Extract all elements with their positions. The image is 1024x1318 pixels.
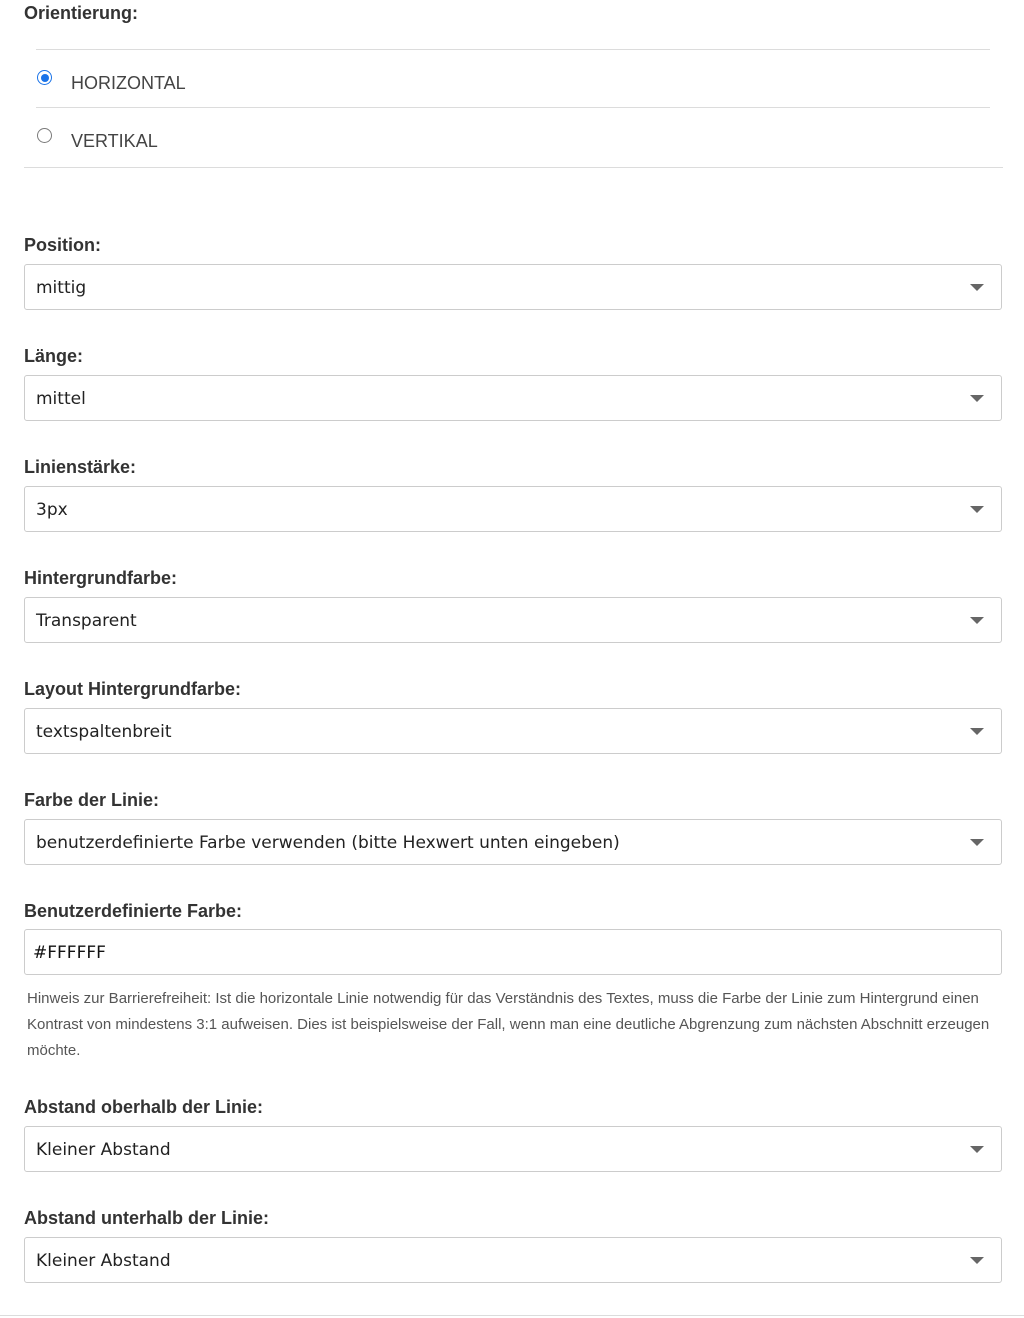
position-label: Position: — [24, 235, 101, 255]
radio-option-horizontal[interactable] — [36, 49, 990, 108]
length-select-value: mittel — [36, 389, 86, 409]
accessibility-hint: Hinweis zur Barrierefreiheit: Ist die horizontale Linie notwendig für das Verständnis des Textes, muss die Farbe der Linie zum Hintergrund einen Kontrast von mindestens 3:1 aufweisen. Dies ist beispielsweise der Fall, wenn man eine deutliche Abgrenzung zum nächsten Abschnitt erzeugen möchte. — [27, 990, 990, 1059]
bottom-divider — [0, 1315, 1024, 1316]
background-layout-label: Layout Hintergrundfarbe: — [24, 679, 242, 699]
spacing-below-select[interactable] — [24, 1237, 1002, 1283]
caret-down-icon — [970, 395, 984, 402]
orientation-label: Orientierung: — [24, 3, 139, 23]
line-color-select[interactable] — [24, 819, 1002, 865]
line-width-label: Linienstärke: — [24, 457, 137, 477]
caret-down-icon — [970, 617, 984, 624]
spacing-below-select-value: Kleiner Abstand — [36, 1251, 171, 1271]
orientation-radio-group — [24, 49, 1003, 168]
line-color-select-value: benutzerdefinierte Farbe verwenden (bitte Hexwert unten eingeben) — [36, 833, 620, 853]
caret-down-icon — [970, 839, 984, 846]
caret-down-icon — [970, 506, 984, 513]
caret-down-icon — [970, 1257, 984, 1264]
caret-down-icon — [970, 1146, 984, 1153]
caret-down-icon — [970, 728, 984, 735]
radio-checked-icon[interactable] — [37, 70, 52, 85]
background-layout-select-value: textspaltenbreit — [36, 722, 172, 742]
background-layout-select[interactable] — [24, 708, 1002, 754]
radio-option-vertical[interactable] — [36, 107, 990, 166]
position-select-value: mittig — [36, 278, 87, 298]
spacing-below-label: Abstand unterhalb der Linie: — [24, 1208, 270, 1228]
length-label: Länge: — [24, 346, 84, 366]
length-select[interactable] — [24, 375, 1002, 421]
position-select[interactable] — [24, 264, 1002, 310]
background-color-label: Hintergrundfarbe: — [24, 568, 177, 588]
line-width-select-value: 3px — [36, 500, 68, 520]
spacing-above-label: Abstand oberhalb der Linie: — [24, 1097, 264, 1117]
radio-label-horizontal: HORIZONTAL — [71, 73, 186, 93]
line-width-select[interactable] — [24, 486, 1002, 532]
custom-color-input-value: #FFFFFF — [33, 943, 106, 963]
radio-label-vertical: VERTIKAL — [71, 131, 158, 151]
custom-color-input[interactable] — [24, 929, 1002, 975]
spacing-above-select[interactable] — [24, 1126, 1002, 1172]
custom-color-label: Benutzerdefinierte Farbe: — [24, 901, 243, 921]
line-color-label: Farbe der Linie: — [24, 790, 160, 810]
spacing-above-select-value: Kleiner Abstand — [36, 1140, 171, 1160]
caret-down-icon — [970, 284, 984, 291]
background-color-select-value: Transparent — [36, 611, 137, 631]
radio-unchecked-icon[interactable] — [37, 128, 52, 143]
background-color-select[interactable] — [24, 597, 1002, 643]
